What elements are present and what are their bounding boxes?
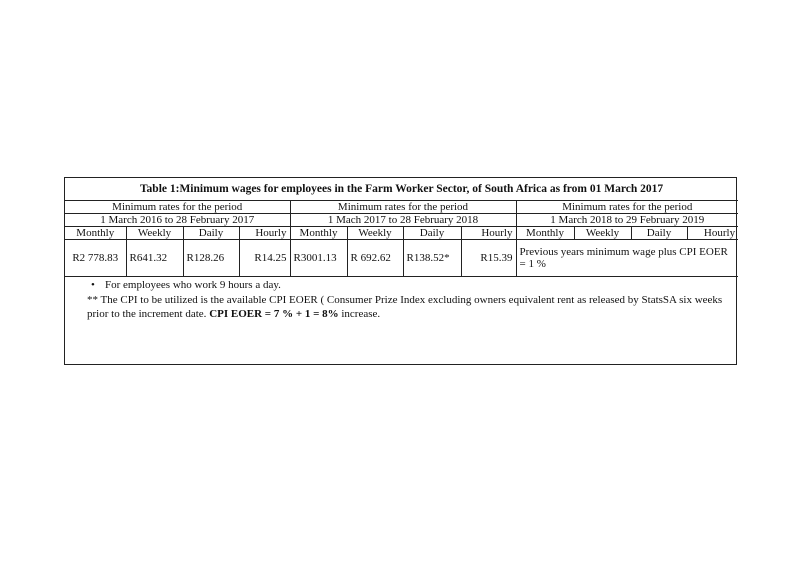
future-rate-note: Previous years minimum wage plus CPI EOER = 1 % [516,240,738,277]
column-header: Monthly [65,227,126,240]
column-header: Weekly [574,227,631,240]
column-header: Weekly [126,227,183,240]
period-2-heading: Minimum rates for the period [290,201,516,214]
cpi-formula: CPI EOER = 7 % + 1 = 8% [209,308,339,320]
cpi-note-text: ** The CPI to be utilized is the available CPI EOER ( Consumer Prize Index excluding owners equivalent rent as released by StatsSA six weeks prior to the increment date. [87,293,723,320]
period-2-range: 1 Mach 2017 to 28 February 2018 [290,214,516,227]
column-header: Weekly [347,227,403,240]
column-header: Daily [631,227,687,240]
value-cell: R3001.13 [290,240,347,277]
column-header: Daily [403,227,461,240]
wage-table [65,178,738,277]
column-header: Hourly [239,227,290,240]
column-header: Hourly [461,227,516,240]
value-cell: R128.26 [183,240,239,277]
value-cell: R2 778.83 [65,240,126,277]
table-title: Table 1:Minimum wages for employees in the Farm Worker Sector, of South Africa as from 01 March 2017 [65,178,738,201]
table-notes [65,277,736,322]
cpi-note-suffix: increase. [338,308,381,320]
value-cell: R14.25 [239,240,290,277]
column-header: Monthly [516,227,574,240]
wage-table-box [64,177,737,365]
period-3-heading: Minimum rates for the period [516,201,738,214]
cpi-note [87,293,728,322]
value-cell: R138.52* [403,240,461,277]
value-cell: R 692.62 [347,240,403,277]
period-1-heading: Minimum rates for the period [65,201,290,214]
column-header: Hourly [687,227,738,240]
bullet-note: • For employees who work 9 hours a day. [87,278,728,293]
column-header: Daily [183,227,239,240]
column-header: Monthly [290,227,347,240]
period-1-range: 1 March 2016 to 28 February 2017 [65,214,290,227]
value-cell: R641.32 [126,240,183,277]
value-cell: R15.39 [461,240,516,277]
period-3-range: 1 March 2018 to 29 February 2019 [516,214,738,227]
